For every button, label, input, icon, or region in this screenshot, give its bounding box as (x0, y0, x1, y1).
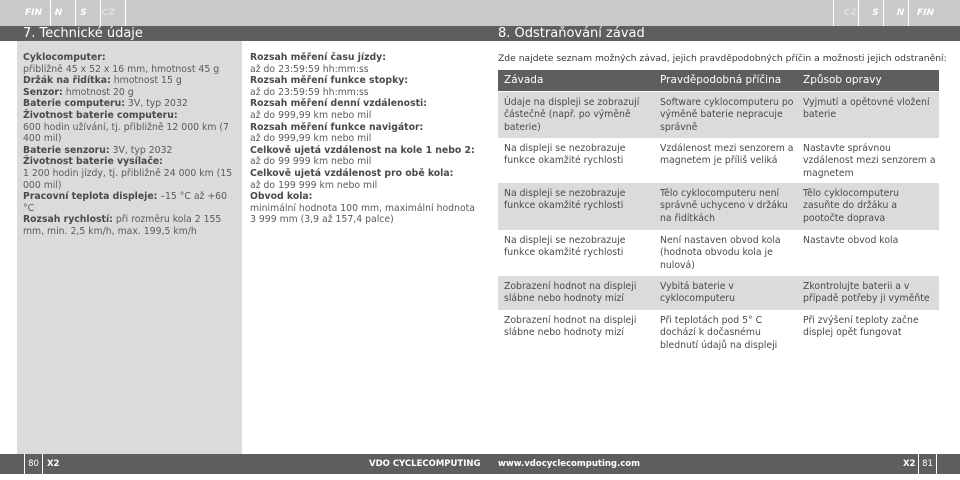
page-number-left: 80 (28, 459, 39, 469)
lang-tab-n-right[interactable]: N (883, 0, 917, 26)
spec-label: Pracovní teplota displeje: (23, 191, 158, 203)
spec-label: Obvod kola: (250, 191, 313, 203)
fix-cell: Tělo cyklocomputeru zasuňte do držáku a pootočte doprava (803, 188, 900, 224)
spec-label: Rozsah měření funkce stopky: (250, 75, 409, 87)
lang-tab-cz-left[interactable]: CZ (92, 0, 126, 26)
spec-label: Celkově ujetá vzdálenost na kole 1 nebo 2: (250, 144, 475, 156)
spec-value: 600 hodin užívání, tj. přibližně 12 000 km (7 400 mil) (23, 121, 229, 145)
specs-column-2 (250, 52, 475, 226)
model-name-left: X2 (47, 459, 60, 469)
left-page (0, 41, 480, 454)
fault-cell: Údaje na displeji se zobrazují částečně (např. po výměně baterie) (504, 97, 640, 133)
bottom-margin (0, 474, 960, 480)
section-heading-bar (0, 26, 960, 41)
spec-label: Baterie computeru: (23, 98, 125, 110)
cause-cell: Vybitá baterie v cyklocomputeru (660, 281, 735, 305)
lang-tab-s-right[interactable]: S (858, 0, 892, 26)
spec-label: Cyklocomputer: (23, 52, 106, 63)
website-link[interactable]: www.vdocyclecomputing.com (498, 459, 640, 469)
page-number-right: 81 (922, 459, 933, 469)
column-header-fix: Způsob opravy (803, 74, 882, 86)
cause-cell: Tělo cyklocomputeru není správně uchyceno v držáku na řidítkách (660, 188, 788, 224)
right-page-heading: 8. Odstraňování závad (498, 26, 645, 41)
table-row (498, 276, 939, 310)
spec-label: Baterie senzoru: (23, 144, 110, 156)
spec-value: 3V, typ 2032 (112, 144, 173, 156)
cause-cell: Vzdálenost mezi senzorem a magnetem je příliš veliká (660, 143, 794, 167)
lang-tab-fin-left[interactable]: FIN (17, 0, 51, 26)
spec-value: až do 23:59:59 hh:mm:ss (250, 63, 369, 75)
spec-value: hmotnost 15 g (113, 75, 182, 87)
lang-tab-cz-right[interactable]: CZ (833, 0, 867, 26)
spec-label: Rozsah rychlostí: (23, 214, 113, 226)
spec-item (23, 214, 237, 237)
footer-divider (42, 454, 43, 474)
left-page-heading: 7. Technické údaje (23, 26, 143, 41)
spec-value: 3V, typ 2032 (127, 98, 188, 110)
lang-tab-n-left[interactable]: N (42, 0, 76, 26)
troubleshooting-intro: Zde najdete seznam možných závad, jejich pravděpodobných příčin a možnosti jejich odstranění: (498, 53, 947, 64)
spec-label: Celkově ujetá vzdálenost pro obě kola: (250, 167, 454, 179)
spec-value: až do 999,99 km nebo mil (250, 109, 372, 121)
fix-cell: Nastavte správnou vzdálenost mezi senzorem a magnetem (803, 143, 936, 179)
spec-value: při rozměru kola 2 155 mm, min. 2,5 km/h, max. 199,5 km/h (23, 214, 222, 237)
spec-item (23, 145, 237, 157)
page-footer (0, 454, 960, 474)
fix-cell: Nastavte obvod kola (803, 235, 899, 246)
lang-tab-s-left[interactable]: S (67, 0, 101, 26)
spec-item (23, 98, 237, 110)
cause-cell: Software cyklocomputeru po výměně baterie nepracuje správně (660, 97, 794, 133)
table-row (498, 138, 939, 183)
spec-label: Životnost baterie computeru: (23, 109, 178, 121)
footer-divider (936, 454, 937, 474)
fault-cell: Zobrazení hodnot na displeji slábne nebo hodnoty mizí (504, 281, 637, 305)
language-tab-bar (0, 0, 960, 26)
model-name-right: X2 (903, 459, 916, 469)
spec-value: přibližně 45 x 52 x 16 mm, hmotnost 45 g (23, 63, 220, 75)
spec-value: až do 23:59:59 hh:mm:ss (250, 86, 369, 98)
fix-cell: Zkontrolujte baterii a v případě potřeby ji vyměňte (803, 281, 930, 305)
table-row (498, 92, 939, 138)
spec-value: až do 999,99 km nebo mil (250, 133, 372, 145)
right-page (480, 41, 960, 454)
spec-label: Rozsah měření denní vzdálenosti: (250, 98, 427, 110)
fix-cell: Vyjmutí a opětovné vložení baterie (803, 97, 930, 121)
column-header-cause: Pravděpodobná příčina (660, 74, 782, 86)
spec-value: až do 99 999 km nebo mil (250, 156, 372, 168)
spec-value: hmotnost 20 g (65, 86, 134, 98)
spec-value: –15 °C až +60 °C (23, 191, 227, 214)
cause-cell: Není nastaven obvod kola (hodnota obvodu kola je nulová) (660, 235, 781, 271)
spec-value: až do 199 999 km nebo mil (250, 179, 378, 191)
spec-label: Rozsah měření funkce navigátor: (250, 121, 424, 133)
fix-cell: Při zvýšení teploty začne displej opět fungovat (803, 315, 919, 339)
fault-cell: Zobrazení hodnot na displeji slábne nebo hodnoty mizí (504, 315, 637, 339)
cause-cell: Při teplotách pod 5° C dochází k dočasnému blednutí údajů na displeji (660, 315, 778, 351)
spec-item (23, 75, 237, 87)
fault-cell: Na displeji se nezobrazuje funkce okamžité rychlosti (504, 143, 626, 167)
fault-cell: Na displeji se nezobrazuje funkce okamžité rychlosti (504, 188, 626, 212)
table-header (498, 70, 939, 91)
spec-label: Senzor: (23, 86, 63, 98)
spec-label: Životnost baterie vysílače: (23, 156, 163, 168)
column-header-fault: Závada (504, 74, 544, 86)
spec-value: minimální hodnota 100 mm, maximální hodnota 3 999 mm (3,9 až 157,4 palce) (250, 202, 475, 226)
table-row (498, 183, 939, 230)
spec-label: Rozsah měření času jízdy: (250, 52, 386, 63)
brand-name: VDO CYCLECOMPUTING (369, 459, 481, 469)
spec-label: Držák na řidítka: (23, 75, 111, 87)
specs-column-1 (23, 52, 237, 238)
lang-tab-fin-right[interactable]: FIN (908, 0, 942, 26)
fault-cell: Na displeji se nezobrazuje funkce okamžité rychlosti (504, 235, 626, 259)
table-row (498, 310, 939, 358)
spec-item (23, 87, 237, 99)
table-row (498, 230, 939, 276)
spec-item (23, 191, 237, 214)
spec-value: 1 200 hodin jízdy, tj. přibližně 24 000 km (15 000 mil) (23, 167, 233, 191)
